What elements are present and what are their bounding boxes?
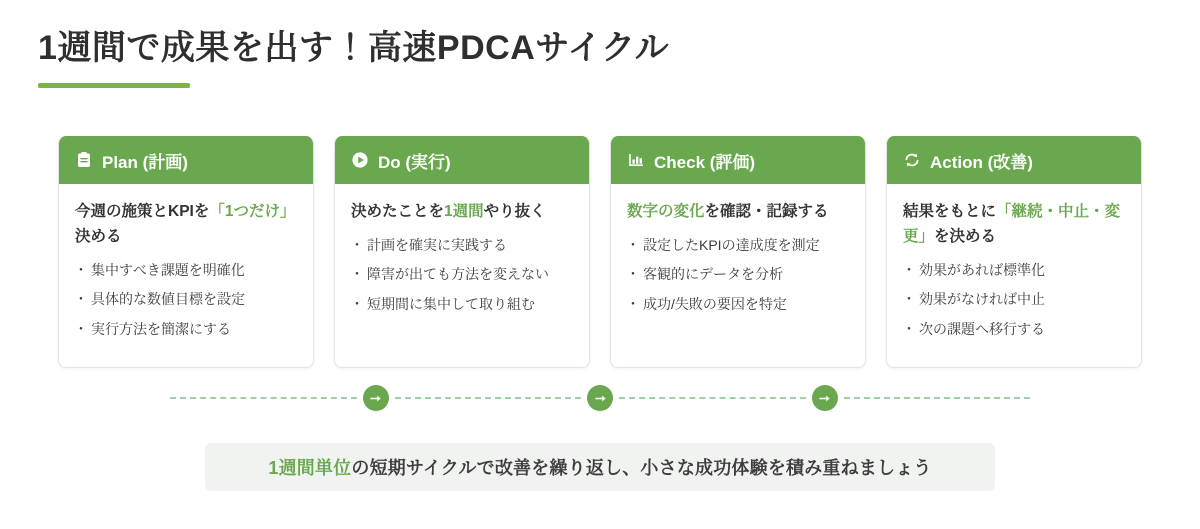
footer-summary-banner xyxy=(205,443,995,491)
dashed-connector xyxy=(395,397,582,399)
card-lead-plan xyxy=(75,200,297,250)
lead-prefix: 今週の施策とKPIを xyxy=(75,203,210,220)
lead-suffix: を確認・記録する xyxy=(704,203,829,220)
list-item: ・ 設定したKPIの達成度を測定 xyxy=(627,235,849,257)
list-item: ・ 障害が出ても方法を変えない xyxy=(351,264,573,286)
play-circle-icon xyxy=(351,151,369,169)
card-header-plan xyxy=(59,136,313,184)
arrow-right-icon xyxy=(587,385,613,411)
lead-suffix: 決める xyxy=(75,227,122,245)
list-item: ・ 計画を確実に実践する xyxy=(351,235,573,257)
title-block xyxy=(38,28,669,88)
list-item: ・ 成功/失敗の要因を特定 xyxy=(627,294,849,316)
card-bullets-do xyxy=(351,235,573,316)
arrow-right-icon xyxy=(363,385,389,411)
list-item: ・ 集中すべき課題を明確化 xyxy=(75,260,297,282)
card-lead-do xyxy=(351,200,573,225)
card-body-do xyxy=(335,184,589,352)
card-body-action xyxy=(887,184,1141,367)
dashed-connector xyxy=(170,397,357,399)
card-header-check xyxy=(611,136,865,184)
card-bullets-plan xyxy=(75,260,297,341)
page-title: 1週間で成果を出す！高速PDCAサイクル xyxy=(38,29,670,67)
lead-highlight: 1週間 xyxy=(444,203,484,220)
card-title-plan: Plan (計画) xyxy=(102,152,188,172)
card-bullets-action xyxy=(903,260,1125,341)
list-item: ・ 実行方法を簡潔にする xyxy=(75,319,297,341)
lead-suffix: やり抜く xyxy=(483,203,546,220)
lead-highlight: 「1つだけ」 xyxy=(209,203,296,220)
card-lead-check xyxy=(627,200,849,225)
footer-highlight: 1週間単位 xyxy=(268,458,352,478)
list-item: ・ 具体的な数値目標を設定 xyxy=(75,289,297,311)
card-title-action: Action (改善) xyxy=(930,152,1033,172)
pdca-card-plan xyxy=(58,136,314,368)
list-item: ・ 次の課題へ移行する xyxy=(903,319,1125,341)
card-bullets-check xyxy=(627,235,849,316)
card-header-do xyxy=(335,136,589,184)
card-body-check xyxy=(611,184,865,352)
pdca-card-check xyxy=(610,136,866,368)
lead-prefix: 結果をもとに xyxy=(903,203,997,220)
pdca-card-do xyxy=(334,136,590,368)
lead-prefix: 決めたことを xyxy=(351,203,445,220)
list-item: ・ 短期間に集中して取り組む xyxy=(351,294,573,316)
clipboard-icon xyxy=(75,151,93,169)
lead-highlight: 数字の変化 xyxy=(627,203,705,220)
flow-arrow-strip xyxy=(170,378,1030,418)
pdca-card-row xyxy=(58,136,1142,368)
list-item: ・ 効果がなければ中止 xyxy=(903,289,1125,311)
card-body-plan xyxy=(59,184,313,367)
card-lead-action xyxy=(903,200,1125,250)
dashed-connector xyxy=(844,397,1031,399)
list-item: ・ 客観的にデータを分析 xyxy=(627,264,849,286)
pdca-card-action xyxy=(886,136,1142,368)
card-title-do: Do (実行) xyxy=(378,152,451,172)
title-underline xyxy=(38,83,190,88)
footer-text: の短期サイクルで改善を繰り返し、小さな成功体験を積み重ねましょう xyxy=(351,458,932,478)
lead-suffix: を決める xyxy=(934,227,997,245)
arrow-right-icon xyxy=(812,385,838,411)
refresh-cycle-icon xyxy=(903,151,921,169)
card-header-action xyxy=(887,136,1141,184)
list-item: ・ 効果があれば標準化 xyxy=(903,260,1125,282)
lead-highlight: 「継続・中止・変更」 xyxy=(903,203,1121,245)
bar-chart-icon xyxy=(627,151,645,169)
dashed-connector xyxy=(619,397,806,399)
card-title-check: Check (評価) xyxy=(654,152,756,172)
